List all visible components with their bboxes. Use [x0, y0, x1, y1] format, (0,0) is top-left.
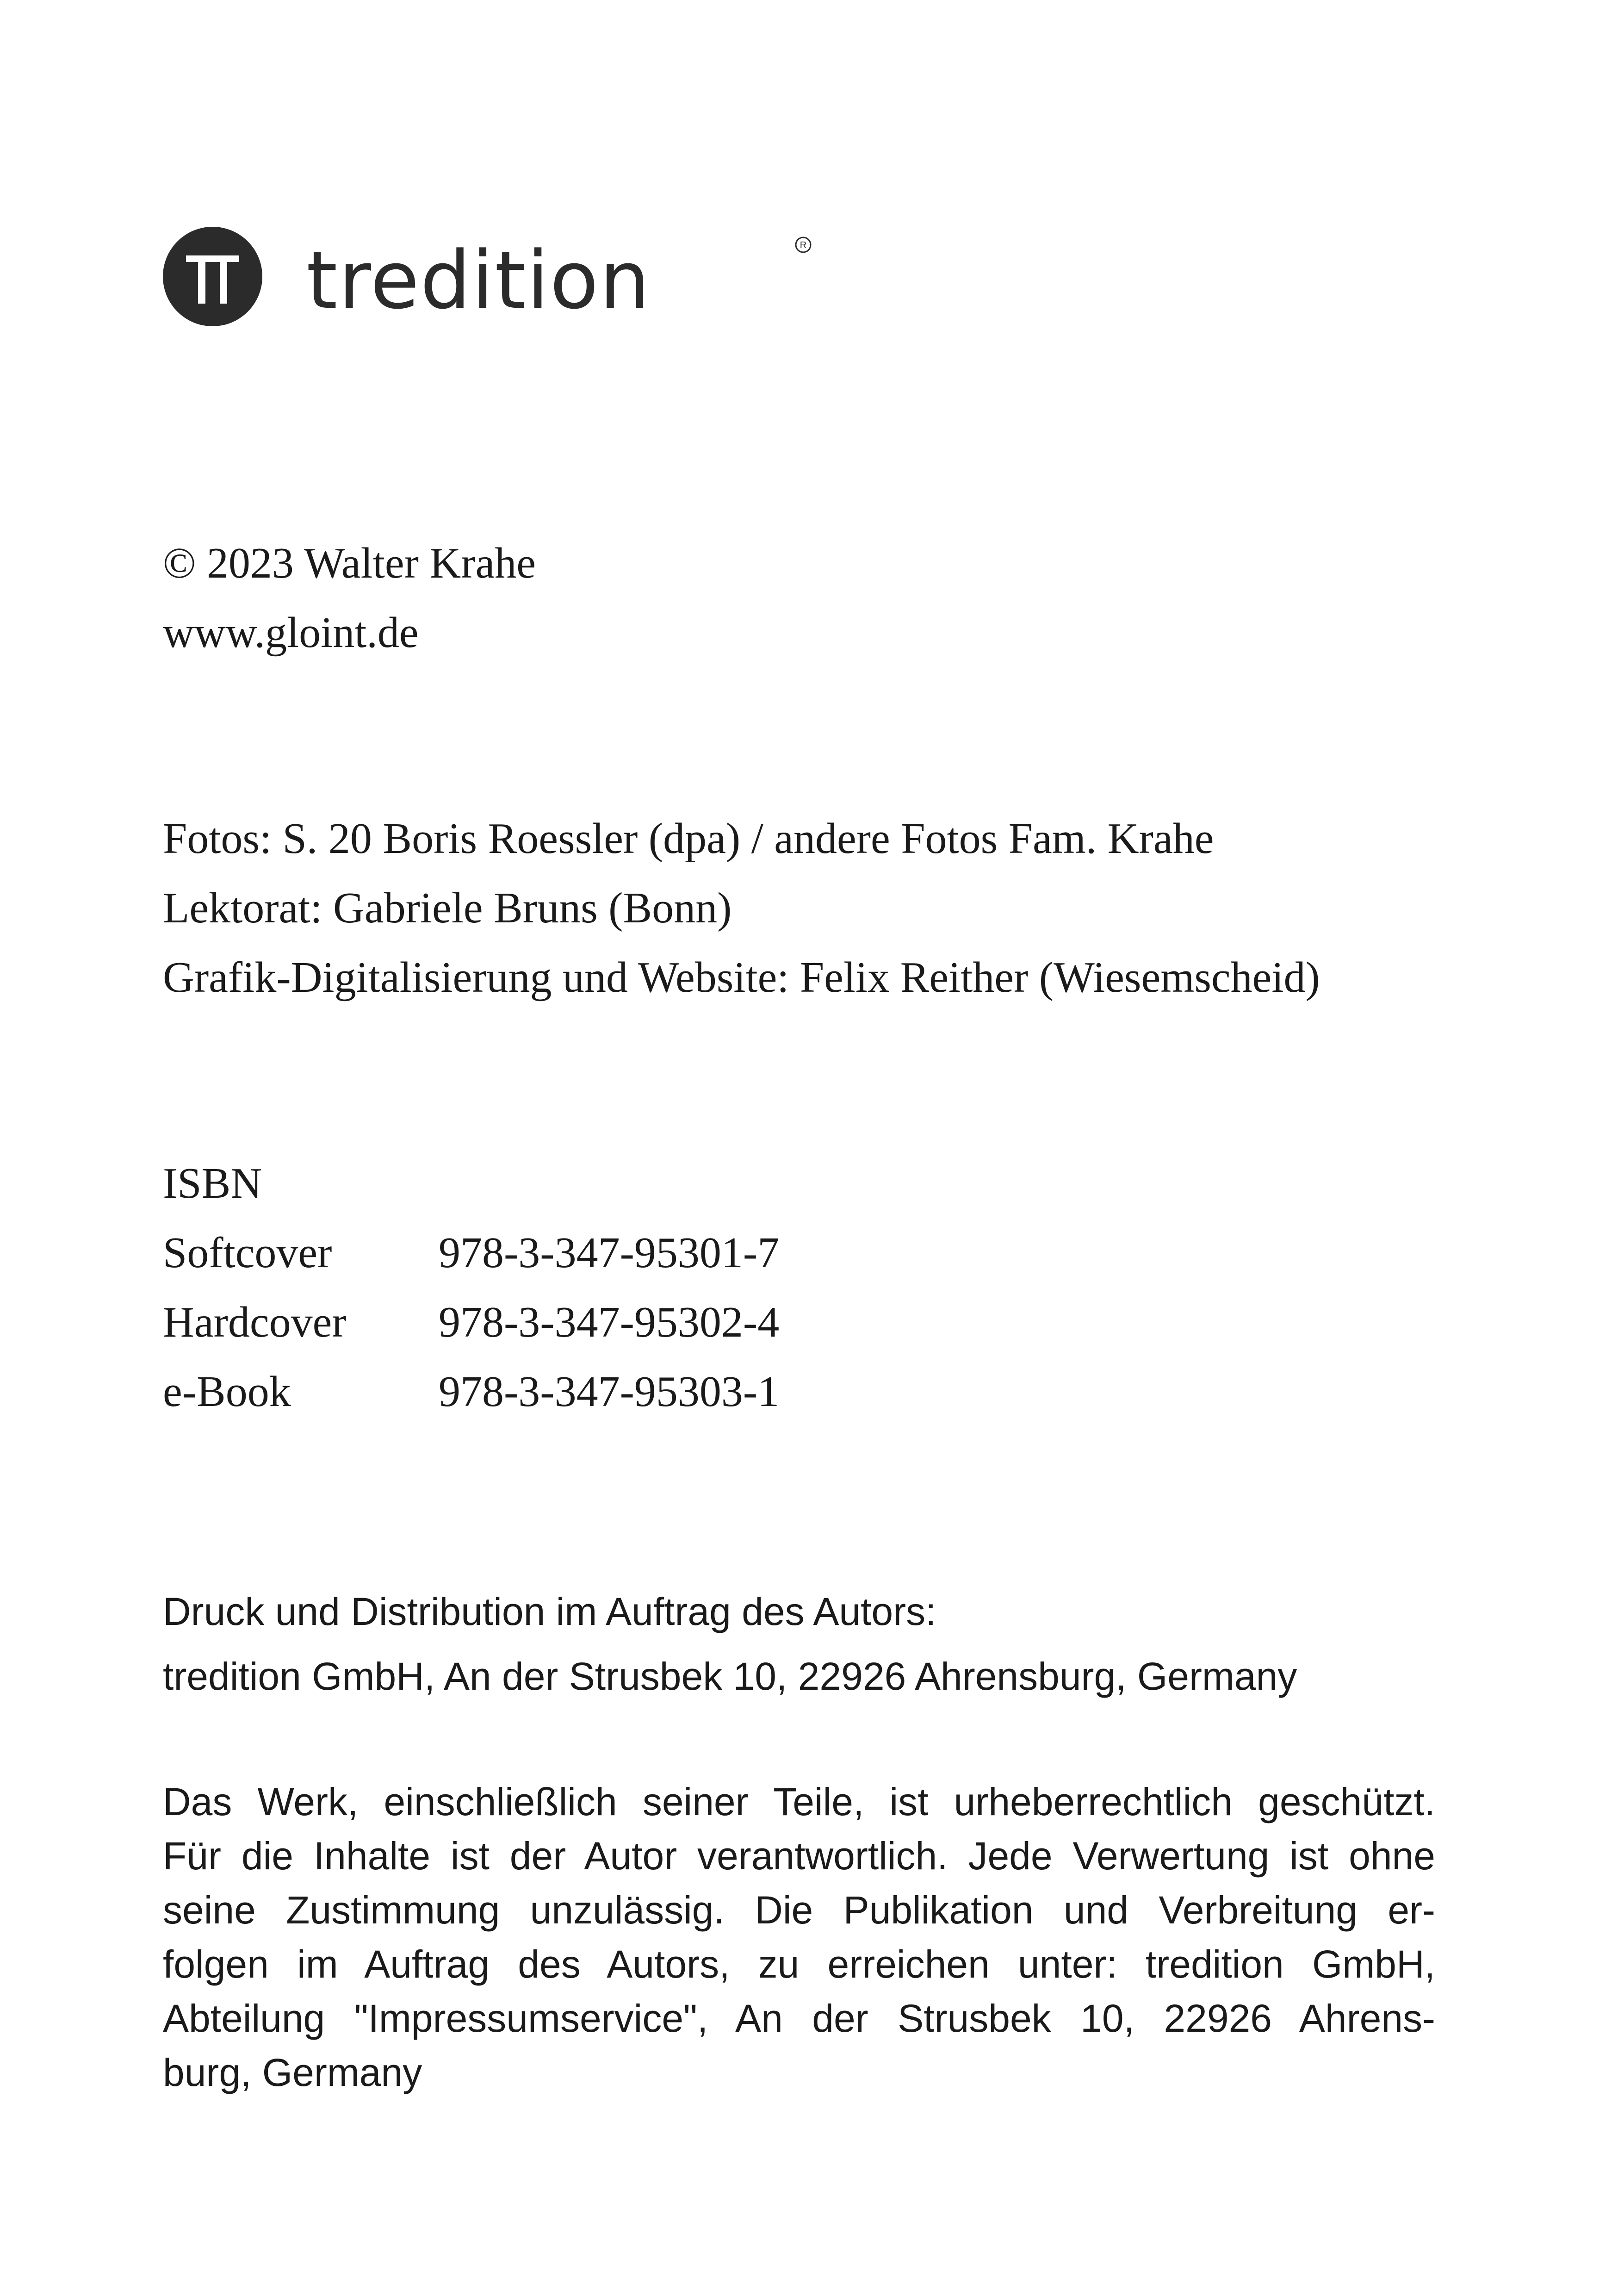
notice-line: Das Werk, einschließlich seiner Teile, ist urheberrechtlich geschützt. — [163, 1780, 1435, 1823]
registered-mark-icon — [794, 236, 812, 254]
isbn-row-softcover — [163, 1231, 996, 1277]
credit-editing: Lektorat: Gabriele Bruns (Bonn) — [163, 884, 732, 932]
publisher-name: tredition — [306, 234, 651, 327]
notice-line: folgen im Auftrag des Autors, zu erreichen unter: tredition GmbH, — [163, 1942, 1435, 1986]
legal-notice — [163, 1775, 1435, 2100]
notice-line: Für die Inhalte ist der Autor verantwortlich. Jede Verwertung ist ohne — [163, 1834, 1435, 1878]
isbn-label: Softcover — [163, 1229, 332, 1277]
credit-graphics: Grafik-Digitalisierung und Website: Felix Reither (Wiesemscheid) — [163, 953, 1320, 1002]
isbn-heading: ISBN — [163, 1159, 262, 1207]
credit-photos: Fotos: S. 20 Boris Roessler (dpa) / andere Fotos Fam. Krahe — [163, 815, 1214, 863]
publisher-logo — [163, 227, 807, 327]
distribution-heading: Druck und Distribution im Auftrag des Autors: — [163, 1590, 936, 1633]
svg-text:R: R — [800, 240, 807, 250]
website-link[interactable]: www.gloint.de — [163, 609, 419, 657]
isbn-number: 978-3-347-95303-1 — [439, 1368, 780, 1416]
isbn-number: 978-3-347-95301-7 — [439, 1229, 780, 1277]
isbn-number: 978-3-347-95302-4 — [439, 1298, 780, 1346]
isbn-row-hardcover — [163, 1300, 996, 1347]
tredition-logo-icon — [163, 227, 262, 326]
isbn-label: Hardcover — [163, 1298, 347, 1346]
copyright-line: © 2023 Walter Krahe — [163, 539, 536, 587]
notice-line: seine Zustimmung unzulässig. Die Publikation und Verbreitung er- — [163, 1888, 1435, 1932]
notice-line: Abteilung "Impressumservice", An der Strusbek 10, 22926 Ahrens- — [163, 1997, 1435, 2040]
isbn-label: e-Book — [163, 1368, 291, 1416]
notice-line: burg, Germany — [163, 2051, 422, 2094]
distribution-address: tredition GmbH, An der Strusbek 10, 22926 Ahrensburg, Germany — [163, 1655, 1297, 1698]
isbn-row-ebook — [163, 1370, 996, 1416]
